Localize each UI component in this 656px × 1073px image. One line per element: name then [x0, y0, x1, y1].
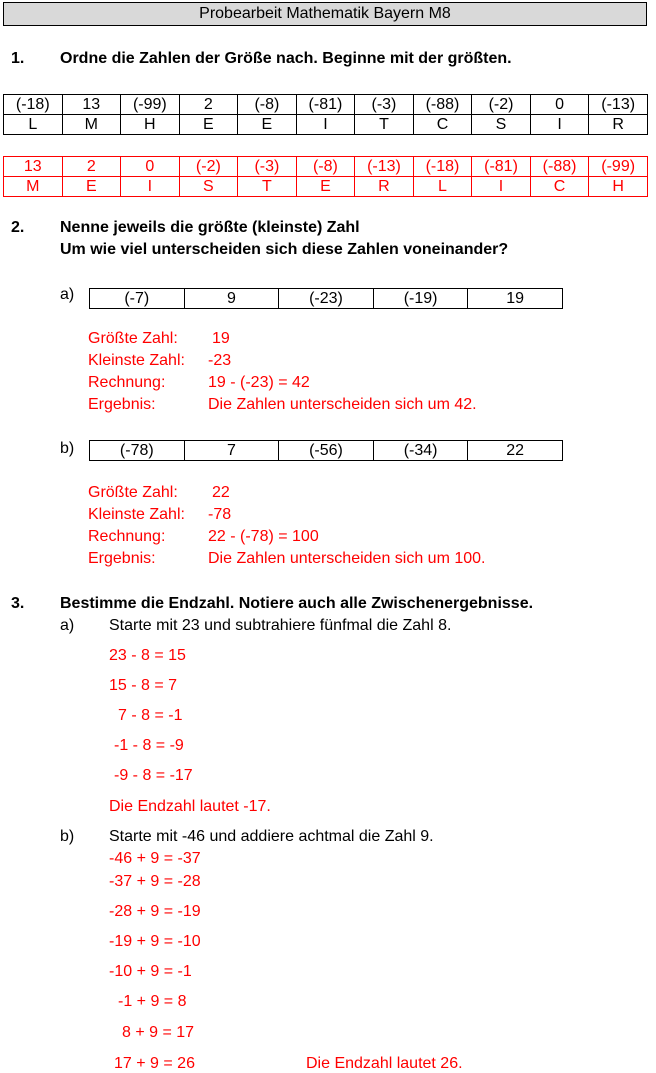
task3b-result: Die Endzahl lautet 26.	[306, 1055, 463, 1072]
sorted-letter-cell: E	[62, 177, 121, 197]
sorted-numbers-row	[4, 157, 648, 177]
given-letter-cell: S	[472, 115, 531, 135]
task3a-step: 7 - 8 = -1	[118, 707, 183, 724]
given-number-cell: 13	[62, 95, 121, 115]
task2a-max-label: Größte Zahl:	[88, 330, 178, 347]
given-letter-cell: I	[296, 115, 355, 135]
number-cell: 22	[468, 441, 563, 461]
task3b-label: b)	[60, 828, 75, 845]
sorted-number-cell: (-3)	[238, 157, 297, 177]
given-letter-cell: H	[121, 115, 180, 135]
task2a-result-label: Ergebnis:	[88, 396, 156, 413]
sorted-letter-cell: E	[296, 177, 355, 197]
sorted-letter-cell: R	[355, 177, 414, 197]
task1-sorted-table	[3, 156, 648, 197]
sorted-letter-cell: L	[413, 177, 472, 197]
given-number-cell: (-88)	[413, 95, 472, 115]
sorted-letter-cell: S	[179, 177, 238, 197]
task3a-prompt: Starte mit 23 und subtrahiere fünfmal die Zahl 8.	[109, 617, 452, 634]
task2b-numbers-table	[89, 440, 563, 461]
given-number-cell: (-18)	[4, 95, 63, 115]
sorted-number-cell: 13	[4, 157, 63, 177]
task3b-step: -46 + 9 = -37	[109, 850, 201, 867]
sorted-number-cell: (-2)	[179, 157, 238, 177]
task2b-result-value: Die Zahlen unterscheiden sich um 100.	[208, 550, 486, 567]
task2b-max-label: Größte Zahl:	[88, 484, 178, 501]
task2a-label: a)	[60, 286, 75, 303]
task2b-label: b)	[60, 440, 75, 457]
task2b-min-value: -78	[208, 506, 232, 523]
task3a-step: -9 - 8 = -17	[114, 767, 193, 784]
number-cell: 19	[468, 289, 563, 309]
task2-instruction-line1: Nenne jeweils die größte (kleinste) Zahl	[60, 219, 360, 236]
given-number-cell: 0	[530, 95, 589, 115]
given-number-cell: (-3)	[355, 95, 414, 115]
task3a-result: Die Endzahl lautet -17.	[109, 798, 271, 815]
task3a-label: a)	[60, 617, 75, 634]
sorted-letter-cell: M	[4, 177, 63, 197]
sorted-number-cell: (-99)	[589, 157, 648, 177]
task2b-max-value: 22	[212, 484, 230, 501]
number-cell: (-78)	[90, 441, 185, 461]
given-letters-row	[4, 115, 648, 135]
number-cell: (-56)	[279, 441, 374, 461]
sorted-letter-cell: C	[530, 177, 589, 197]
task2-instruction-line2: Um wie viel unterscheiden sich diese Zahlen voneinander?	[60, 241, 509, 258]
task2a-numbers-table	[89, 288, 563, 309]
number-cell: 9	[184, 289, 279, 309]
given-number-cell: (-81)	[296, 95, 355, 115]
task2a-result-value: Die Zahlen unterscheiden sich um 42.	[208, 396, 477, 413]
task2a-calc-value: 19 - (-23) = 42	[208, 374, 310, 391]
given-number-cell: (-2)	[472, 95, 531, 115]
sorted-number-cell: 0	[121, 157, 180, 177]
task3-number: 3.	[11, 595, 25, 612]
given-number-cell: (-99)	[121, 95, 180, 115]
task2a-calc-label: Rechnung:	[88, 374, 166, 391]
sorted-letter-cell: T	[238, 177, 297, 197]
sorted-number-cell: (-8)	[296, 157, 355, 177]
given-number-cell: (-8)	[238, 95, 297, 115]
number-cell: (-23)	[279, 289, 374, 309]
given-number-cell: (-13)	[589, 95, 648, 115]
task3b-step: -1 + 9 = 8	[118, 993, 187, 1010]
sorted-number-cell: (-13)	[355, 157, 414, 177]
task2b-calc-label: Rechnung:	[88, 528, 166, 545]
sorted-number-cell: (-88)	[530, 157, 589, 177]
given-letter-cell: R	[589, 115, 648, 135]
task2-number: 2.	[11, 219, 25, 236]
task2b-min-label: Kleinste Zahl:	[88, 506, 185, 523]
task2b-calc-value: 22 - (-78) = 100	[208, 528, 319, 545]
given-letter-cell: C	[413, 115, 472, 135]
given-letter-cell: M	[62, 115, 121, 135]
task3b-step: 8 + 9 = 17	[122, 1024, 195, 1041]
given-letter-cell: E	[238, 115, 297, 135]
task3b-step: -10 + 9 = -1	[109, 963, 192, 980]
task3a-step: -1 - 8 = -9	[114, 737, 184, 754]
given-letter-cell: T	[355, 115, 414, 135]
number-cell: (-19)	[373, 289, 468, 309]
given-letter-cell: E	[179, 115, 238, 135]
sorted-letter-cell: H	[589, 177, 648, 197]
task2a-max-value: 19	[212, 330, 230, 347]
task3b-step: -19 + 9 = -10	[109, 933, 201, 950]
sorted-number-cell: (-18)	[413, 157, 472, 177]
given-numbers-row	[4, 95, 648, 115]
sorted-letters-row	[4, 177, 648, 197]
page-header: Probearbeit Mathematik Bayern M8	[3, 2, 647, 26]
task3b-step: 17 + 9 = 26	[114, 1055, 195, 1072]
task2a-min-label: Kleinste Zahl:	[88, 352, 185, 369]
task1-instruction: Ordne die Zahlen der Größe nach. Beginne mit der größten.	[60, 50, 512, 67]
task1-given-table	[3, 94, 648, 135]
number-cell: 7	[184, 441, 279, 461]
given-letter-cell: L	[4, 115, 63, 135]
task3a-step: 15 - 8 = 7	[109, 677, 178, 694]
sorted-letter-cell: I	[121, 177, 180, 197]
task3b-prompt: Starte mit -46 und addiere achtmal die Zahl 9.	[109, 828, 434, 845]
sorted-number-cell: (-81)	[472, 157, 531, 177]
number-cell: (-7)	[90, 289, 185, 309]
number-cell: (-34)	[373, 441, 468, 461]
task3a-step: 23 - 8 = 15	[109, 647, 186, 664]
sorted-letter-cell: I	[472, 177, 531, 197]
given-letter-cell: I	[530, 115, 589, 135]
task2a-min-value: -23	[208, 352, 232, 369]
task3-instruction: Bestimme die Endzahl. Notiere auch alle Zwischenergebnisse.	[60, 595, 534, 612]
task3b-step: -28 + 9 = -19	[109, 903, 201, 920]
sorted-number-cell: 2	[62, 157, 121, 177]
task1-number: 1.	[11, 50, 25, 67]
given-number-cell: 2	[179, 95, 238, 115]
task2b-result-label: Ergebnis:	[88, 550, 156, 567]
task3b-step: -37 + 9 = -28	[109, 873, 201, 890]
